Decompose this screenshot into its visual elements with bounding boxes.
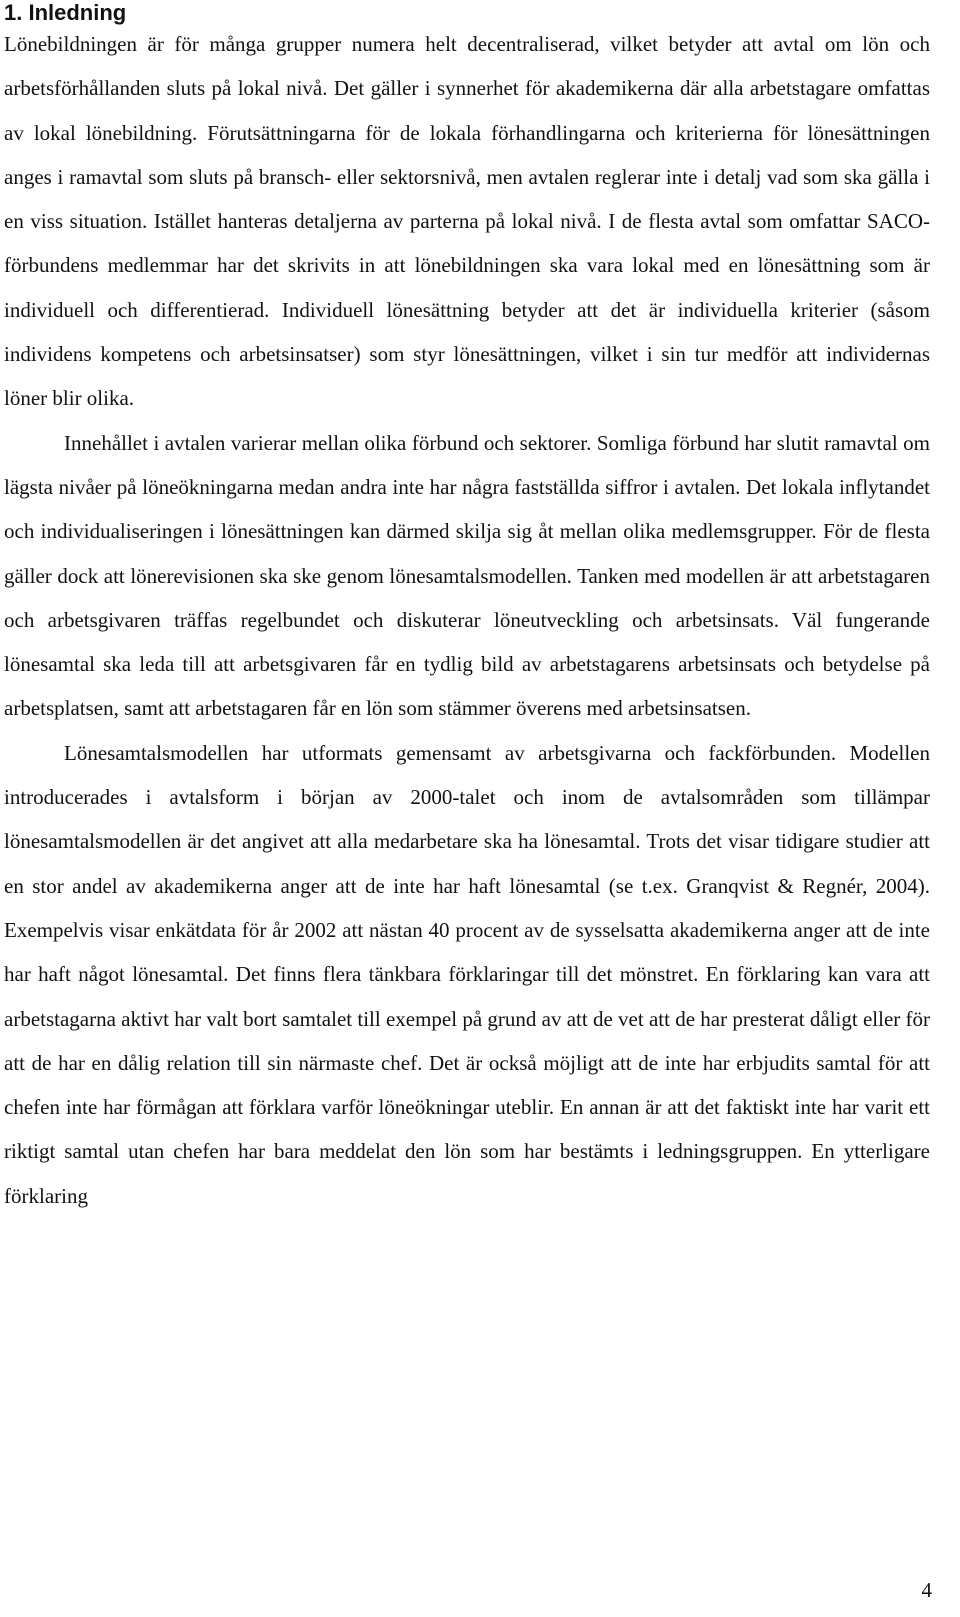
body-text	[4, 22, 930, 1218]
paragraph-1: Lönebildningen är för många grupper numera helt decentraliserad, vilket betyder att avtal om lön och arbetsförhållanden sluts på lokal nivå. Det gäller i synnerhet för akademikerna där alla arbetstagare omfattas av lokal lönebildning. Förutsättningarna för de lokala förhandlingarna och kriterierna för lönesättningen anges i ramavtal som sluts på bransch- eller sektorsnivå, men avtalen reglerar inte i detalj vad som ska gälla i en viss situation. Istället hanteras detaljerna av parterna på lokal nivå. I de flesta avtal som omfattar SACO-förbundens medlemmar har det skrivits in att lönebildningen ska vara lokal med en lönesättning som är individuell och differentierad. Individuell lönesättning betyder att det är individuella kriterier (såsom individens kompetens och arbetsinsatser) som styr lönesättningen, vilket i sin tur medför att individernas löner blir olika.	[4, 32, 930, 411]
section-heading: 1. Inledning	[4, 0, 127, 25]
paragraph-2: Innehållet i avtalen varierar mellan olika förbund och sektorer. Somliga förbund har slutit ramavtal om lägsta nivåer på löneökningarna medan andra inte har några fastställda siffror i avtalen. Det lokala inflytandet och individualiseringen i lönesättningen kan därmed skilja sig åt mellan olika medlemsgrupper. För de flesta gäller dock att lönerevisionen ska ske genom lönesamtalsmodellen. Tanken med modellen är att arbetstagaren och arbetsgivaren träffas regelbundet och diskuterar löneutveckling och arbetsinsats. Väl fungerande lönesamtal ska leda till att arbetsgivaren får en tydlig bild av arbetstagarens arbetsinsats och betydelse på arbetsplatsen, samt att arbetstagaren får en lön som stämmer överens med arbetsinsatsen.	[4, 430, 930, 721]
page-number: 4	[921, 1578, 932, 1602]
paragraph-3: Lönesamtalsmodellen har utformats gemensamt av arbetsgivarna och fackförbunden. Modellen introducerades i avtalsform i början av 2000-talet och inom de avtalsområden som tillämpar lönesamtalsmodellen är det angivet att alla medarbetare ska ha lönesamtal. Trots det visar tidigare studier att en stor andel av akademikerna anger att de inte har haft lönesamtal (se t.ex. Granqvist & Regnér, 2004). Exempelvis visar enkätdata för år 2002 att nästan 40 procent av de sysselsatta akademikerna anger att de inte har haft något lönesamtal. Det finns flera tänkbara förklaringar till det mönstret. En förklaring kan vara att arbetstagarna aktivt har valt bort samtalet till exempel på grund av att de vet att de har presterat dåligt eller för att de har en dålig relation till sin närmaste chef. Det är också möjligt att de inte har erbjudits samtal för att chefen inte har förmågan att förklara varför löneökningar uteblir. En annan är att det faktiskt inte har varit ett riktigt samtal utan chefen har bara meddelat den lön som har bestämts i ledningsgruppen. En ytterligare förklaring	[4, 740, 930, 1208]
